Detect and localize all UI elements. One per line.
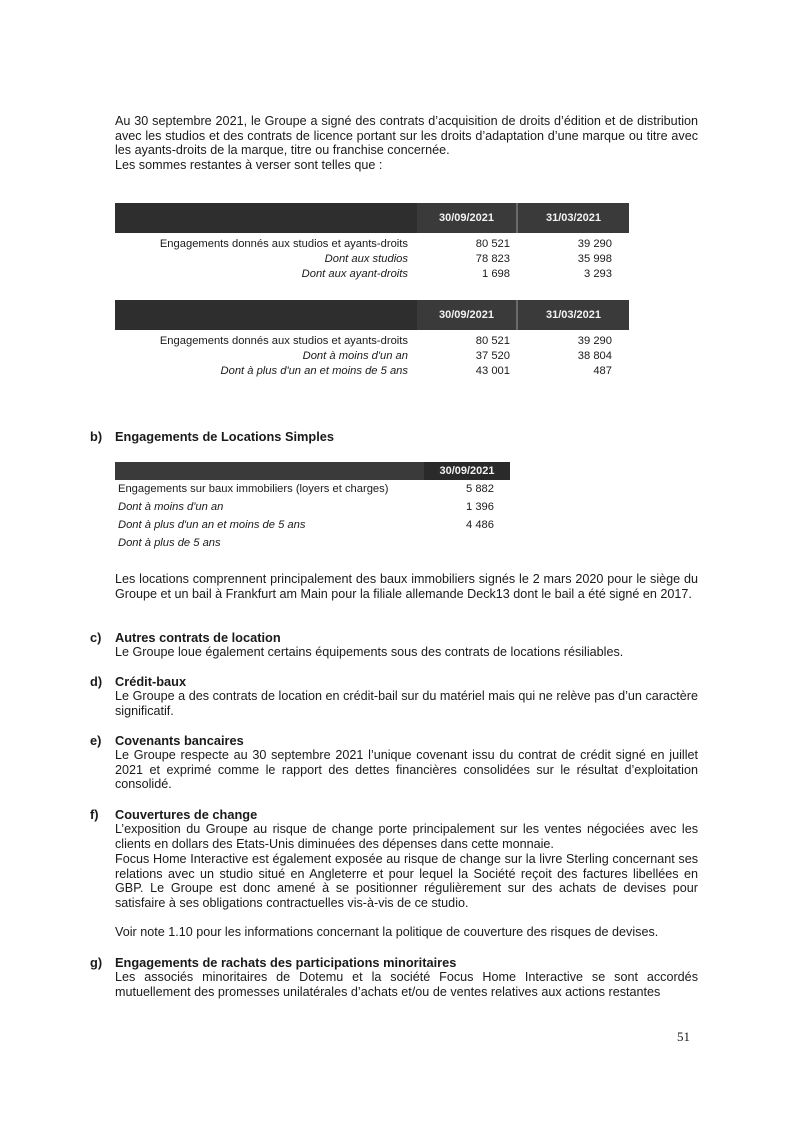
section-g-text: Les associés minoritaires de Dotemu et la société Focus Home Interactive se sont accordés mutuellement des promesses unilatérales d’achats et/ou de ventes relatives aux actions restantes <box>115 970 698 999</box>
section-title: Engagements de rachats des participations minoritaires <box>115 955 457 970</box>
section-title: Couvertures de change <box>115 807 258 822</box>
section-f-text-3: Voir note 1.10 pour les informations concernant la politique de couverture des risques de devises. <box>115 925 659 939</box>
section-c-heading <box>90 630 281 645</box>
row-value: 5 882 <box>466 483 494 495</box>
value-2021-03: 39 290 <box>577 238 612 250</box>
value-2021-09: 80 521 <box>475 238 510 250</box>
section-title: Covenants bancaires <box>115 733 244 748</box>
table-row <box>0 237 800 252</box>
table-row <box>0 364 800 379</box>
row-label: Dont à plus de 5 ans <box>118 537 221 549</box>
table-row <box>118 500 498 515</box>
value-2021-09: 1 698 <box>482 268 510 280</box>
row-label: Engagements donnés aux studios et ayants-droits <box>159 238 408 250</box>
section-letter: d) <box>90 674 103 689</box>
value-2021-03: 487 <box>593 365 612 377</box>
section-title: Crédit-baux <box>115 674 187 689</box>
section-title: Autres contrats de location <box>115 630 281 645</box>
section-f-heading <box>90 807 257 822</box>
section-letter: c) <box>90 630 102 645</box>
row-label: Dont à plus d'un an et moins de 5 ans <box>118 519 306 531</box>
leases-table-header <box>115 462 510 480</box>
column-header: 31/03/2021 <box>516 300 629 330</box>
section-f-text-2: Focus Home Interactive est également exposée au risque de change sur la livre Sterling concernant ses relations avec un studio situé en Angleterre et pour lequel la Société reçoit des factures libellées en GBP. Le Groupe est donc amené à se positionner régulièrement sur des achats de devises pour satisfaire à ses obligations contractuelles vis-à-vis de ce studio. <box>115 852 698 910</box>
leases-note: Les locations comprennent principalement des baux immobiliers signés le 2 mars 2020 pour le siège du Groupe et un bail à Frankfurt am Main pour la filiale allemande Deck13 dont le bail a été signé en 2017. <box>115 572 698 601</box>
row-label: Dont à moins d'un an <box>302 350 408 362</box>
table-header-bar <box>115 203 627 233</box>
column-header: 30/09/2021 <box>424 462 510 480</box>
column-header: 30/09/2021 <box>417 300 516 330</box>
row-label: Dont à plus d'un an et moins de 5 ans <box>220 365 408 377</box>
section-g-heading <box>90 955 456 970</box>
section-e-text: Le Groupe respecte au 30 septembre 2021 l’unique covenant issu du contrat de crédit signé en juillet 2021 et exprimé comme le rapport des dettes financières consolidées sur le résultat d’exploitation consolidé. <box>115 748 698 792</box>
value-2021-09: 43 001 <box>475 365 510 377</box>
value-2021-03: 3 293 <box>584 268 612 280</box>
table-row <box>118 518 498 533</box>
table-header-bar <box>115 300 627 330</box>
value-2021-09: 80 521 <box>475 335 510 347</box>
intro-paragraph: Au 30 septembre 2021, le Groupe a signé des contrats d’acquisition de droits d’édition et de distribution avec les studios et des contrats de licence portant sur les droits d’adaptation d’une marque ou titre avec les ayants-droits de la marque, titre ou franchise concernée. <box>115 114 698 158</box>
value-2021-03: 38 804 <box>577 350 612 362</box>
section-c-text: Le Groupe loue également certains équipements sous des contrats de locations résiliables. <box>115 645 624 659</box>
row-label: Engagements sur baux immobiliers (loyers et charges) <box>118 483 389 495</box>
table-row <box>118 482 498 497</box>
value-2021-09: 37 520 <box>475 350 510 362</box>
section-letter: g) <box>90 955 103 970</box>
table-row <box>0 349 800 364</box>
table-row <box>0 334 800 349</box>
section-d-heading <box>90 674 186 689</box>
section-letter: b) <box>90 429 103 444</box>
section-title: Engagements de Locations Simples <box>115 429 335 444</box>
table-row <box>118 536 498 551</box>
section-d-text: Le Groupe a des contrats de location en crédit-bail sur du matériel mais qui ne relève pas d’un caractère significatif. <box>115 689 698 718</box>
section-letter: f) <box>90 807 99 822</box>
section-e-heading <box>90 733 244 748</box>
row-label: Dont à moins d'un an <box>118 501 224 513</box>
value-2021-09: 78 823 <box>475 253 510 265</box>
column-header: 31/03/2021 <box>516 203 629 233</box>
column-header: 30/09/2021 <box>417 203 516 233</box>
table-row <box>0 252 800 267</box>
row-value: 4 486 <box>466 519 494 531</box>
value-2021-03: 35 998 <box>577 253 612 265</box>
row-label: Engagements donnés aux studios et ayants-droits <box>159 335 408 347</box>
table-row <box>0 267 800 282</box>
section-f-text-1: L’exposition du Groupe au risque de change porte principalement sur les ventes négociées avec les clients en dollars des Etats-Unis diminuées des dépenses dans cette monnaie. <box>115 822 698 851</box>
row-value: 1 396 <box>466 501 494 513</box>
value-2021-03: 39 290 <box>577 335 612 347</box>
page-number: 51 <box>677 1029 690 1044</box>
row-label: Dont aux ayant-droits <box>301 268 408 280</box>
section-letter: e) <box>90 733 102 748</box>
row-label: Dont aux studios <box>324 253 408 265</box>
intro-lead-in: Les sommes restantes à verser sont telles que : <box>115 158 383 172</box>
section-b-heading <box>90 429 334 444</box>
